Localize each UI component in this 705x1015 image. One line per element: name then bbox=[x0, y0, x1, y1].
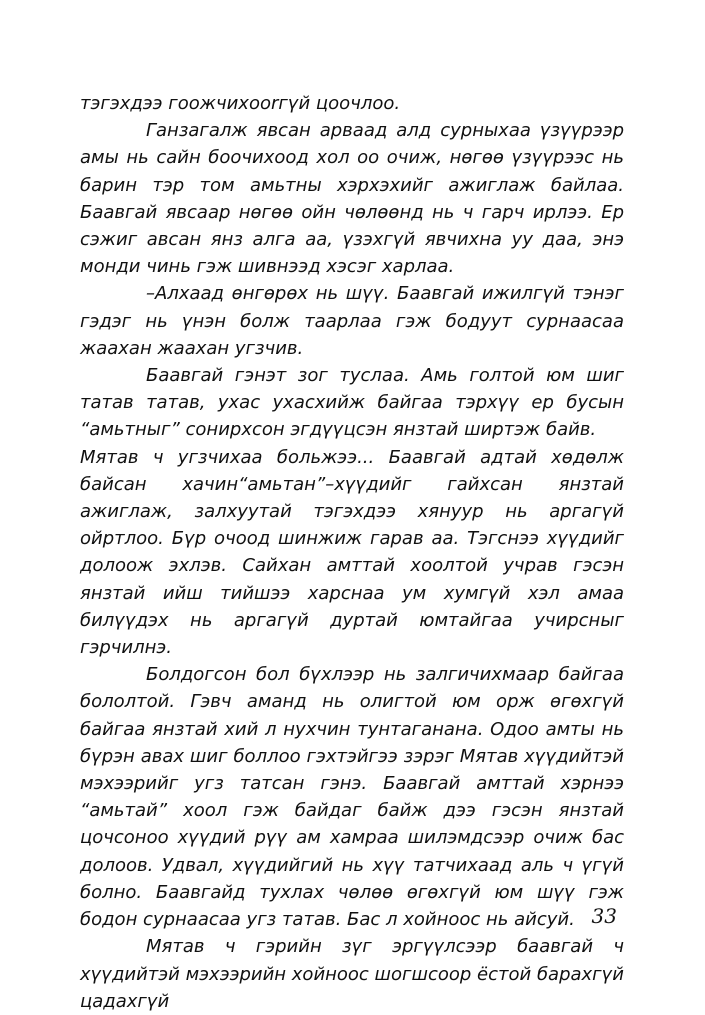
body-text bbox=[80, 90, 624, 1015]
paragraph: Мятав ч угзчихаа больжээ... Баавгай адтай хөдөлж байсан хачин“амьтан”–хүүдийг гайхсан янзтай ажиглаж, залхуутай тэгэхдээ хянуур нь аргагүй ойртлоо. Бүр очоод шинжиж гарав аа. Тэгснээ хүүдийг долоож эхлэв. Сайхан амттай хоолтой учрав гэсэн янзтай ийш тийшээ харснаа ум хумгүй хэл амаа билүүдэх нь аргагүй дуртай юмтайгаа учирсныг гэрчилнэ. bbox=[80, 446, 624, 659]
paragraph-continuation: тэгэхдээ гоожчихоorгүй цоочлоо. bbox=[80, 93, 401, 114]
page-number: 33 bbox=[591, 904, 617, 928]
paragraph: Мятав ч гэрийн зүг эргүүлсээр баавгай ч хүүдийтэй мэхээрийн хойноос шогшсоор ёстой барахгүй цадахгүй bbox=[80, 936, 624, 1012]
paragraph-dialogue: –Алхаад өнгөрөх нь шүү. Баавгай ижилгүй тэнэг гэдэг нь үнэн болж таарлаа гэж бодуут сурнаасаа жаахан жаахан угзчив. bbox=[80, 283, 624, 359]
paragraph: Ганзагалж явсан арваад алд сурныхаа үзүүрээр амы нь сайн боочихоод хол оо очиж, нөгөө үзүүрээс нь барин тэр том амьтны хэрхэхийг ажиглаж байлаа. Баавгай явсаар нөгөө ойн чөлөөнд нь ч гарч ирлээ. Ер сэжиг авсан янз алга аа, үзэхгүй явчихна уу даа, энэ монди чинь гэж шивнээд хэсэг харлаа. bbox=[80, 120, 624, 278]
paragraph: Болдогсон бол бүхлээр нь залгичихмаар байгаа бололтой. Гэвч аманд нь олигтой юм орж өгөхгүй байгаа янзтай хий л нухчин тунтаганана. Одоо амты нь бүрэн авах шиг боллоо гэхтэйгээ зэрэг Мятав хүүдийтэй мэхээрийг угз татсан гэнэ. Баавгай амттай хэрнээ “амьтай” хоол гэж байдаг байж дээ гэсэн янзтай цочсоноо хүүдий рүү ам хамраа шилэмдсээр очиж бас долоов. Удвал, хүүдийгий нь хүү татчихаад аль ч үгүй болно. Баавгайд тухлах чөлөө өгөхгүй юм шүү гэж бодон сурнаасаа угз татав. Бас л хойноос нь айсуй. bbox=[80, 664, 624, 931]
paragraph: Баавгай гэнэт зог туслаа. Амь голтой юм шиг татав татав, ухас ухасхийж байгаа тэрхүү ер бусын “амьтныг” сонирхсон эгдүүцсэн янзтай ширтэж байв. bbox=[80, 365, 624, 441]
